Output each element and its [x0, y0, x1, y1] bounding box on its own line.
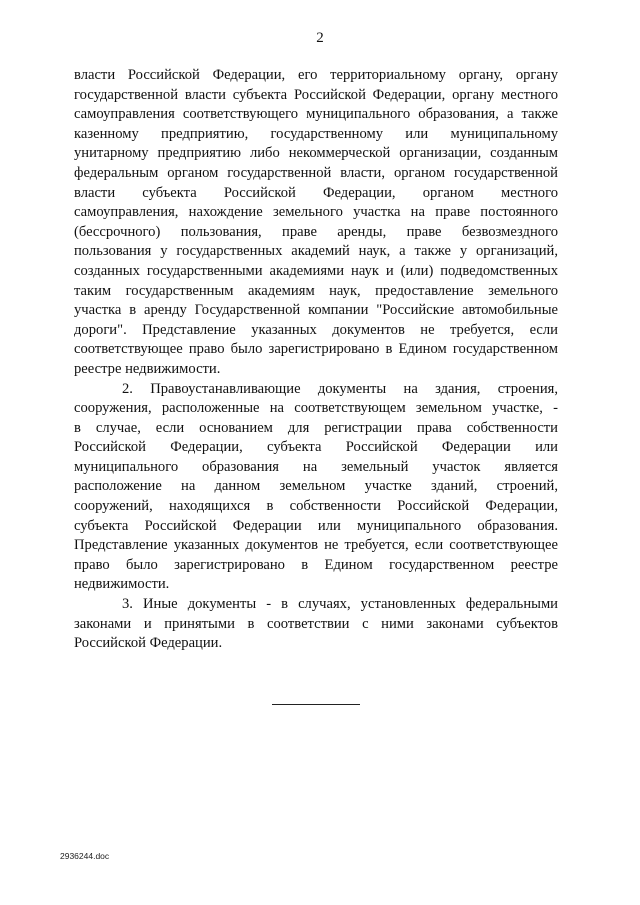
text-line: сооружений, находящихся в собственности Российской Федерации,: [74, 498, 558, 515]
text-line: Представление указанных документов не требуется, если соответствующее: [74, 537, 558, 554]
text-line: в случае, если основанием для регистрации права собственности: [74, 419, 558, 436]
text-line: участка в аренду Государственной компании "Российские автомобильные: [74, 302, 558, 319]
text-line: реестре недвижимости.: [74, 360, 221, 377]
text-line: созданных государственными академиями наук и (или) подведомственных: [74, 262, 558, 279]
text-line: унитарному предприятию либо некоммерческой организации, созданным: [74, 145, 558, 162]
text-line: самоуправления соответствующего муниципального образования, а также: [74, 106, 558, 123]
text-line: власти Российской Федерации, его территориальному органу, органу: [74, 67, 558, 83]
paragraph-3: [74, 595, 558, 654]
text-line: Российской Федерации.: [74, 635, 223, 652]
text-line: пользования у государственных академий наук, а также у организаций,: [74, 243, 558, 260]
text-line: федеральным органом государственной власти, органом государственной: [74, 164, 558, 181]
paragraph-1: [74, 66, 558, 380]
page-number: 2: [316, 30, 324, 46]
text-line: казенному предприятию, государственному или муниципальному: [74, 125, 558, 142]
section-divider: [272, 704, 360, 705]
text-line: государственной власти субъекта Российской Федерации, органу местного: [74, 86, 558, 103]
text-line: таким государственным академиям наук, предоставление земельного: [74, 282, 558, 299]
text-line: власти субъекта Российской Федерации, органом местного: [74, 184, 558, 201]
text-line: субъекта Российской Федерации или муниципального образования.: [74, 517, 558, 534]
text-line: муниципального образования на земельный участок является: [74, 458, 558, 475]
text-line: самоуправления, нахождение земельного участка на праве постоянного: [74, 204, 558, 221]
paragraph-2: [74, 380, 558, 596]
text-line: расположение на данном земельном участке зданий, строений,: [74, 478, 558, 495]
text-line: недвижимости.: [74, 576, 170, 593]
text-line: 2. Правоустанавливающие документы на здания, строения,: [122, 380, 558, 397]
file-code: 2936244.doc: [60, 851, 110, 861]
text-line: 3. Иные документы - в случаях, установленных федеральными: [122, 596, 558, 613]
text-line: сооружения, расположенные на соответствующем земельном участке, -: [74, 400, 558, 417]
text-line: соответствующее право было зарегистрировано в Едином государственном: [74, 341, 558, 358]
document-body: [74, 66, 558, 654]
text-line: (бессрочного) пользования, праве аренды, праве безвозмездного: [74, 223, 558, 240]
text-line: дороги". Представление указанных документов не требуется, если: [74, 321, 558, 338]
text-line: законами и принятыми в соответствии с ними законами субъектов: [74, 615, 558, 632]
text-line: право было зарегистрировано в Едином государственном реестре: [74, 556, 558, 573]
text-line: Российской Федерации, субъекта Российской Федерации или: [74, 439, 558, 456]
